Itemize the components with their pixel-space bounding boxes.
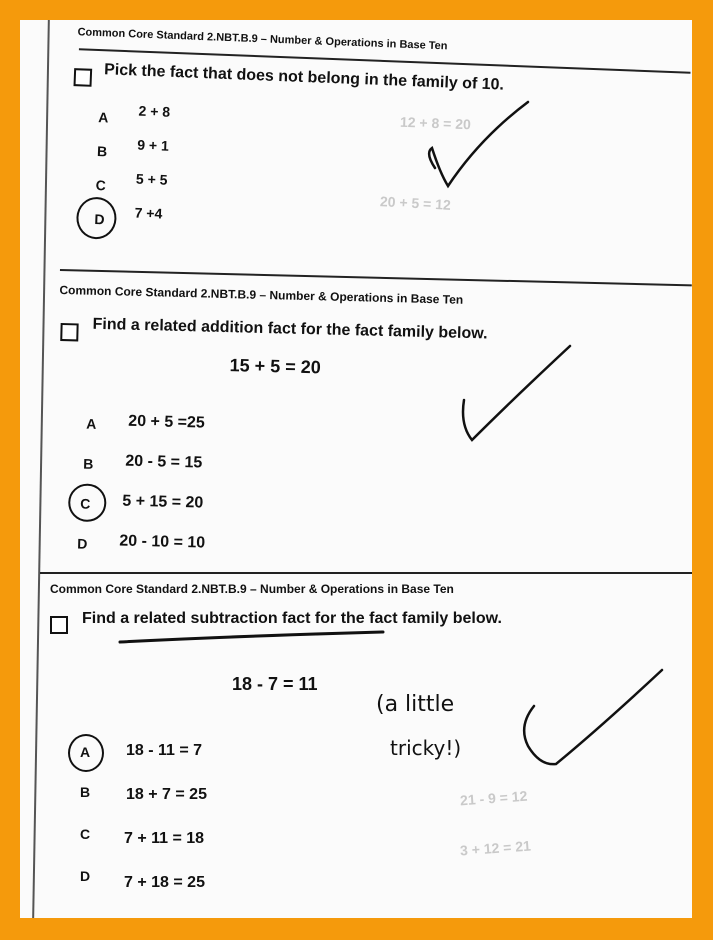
- handwritten-note-line2: tricky!): [390, 736, 462, 760]
- fact-family-equation: 15 + 5 = 20: [229, 355, 321, 378]
- selected-answer-circle: [68, 734, 104, 772]
- bleed-through-text: 3 + 12 = 21: [459, 837, 532, 859]
- option-text: 18 + 7 = 25: [126, 786, 207, 803]
- selected-answer-circle: [68, 483, 107, 522]
- option-text: 9 + 1: [136, 136, 170, 154]
- option-letter: C: [95, 177, 107, 194]
- question-1: [20, 20, 692, 296]
- option-text: 20 + 5 =25: [128, 412, 205, 432]
- option-text: 20 - 10 = 10: [119, 532, 206, 552]
- question-text: Find a related addition fact for the fact family below.: [92, 315, 488, 343]
- option-text: 5 + 15 = 20: [122, 492, 204, 512]
- option-letter: C: [80, 826, 91, 842]
- option-letter: B: [96, 143, 108, 160]
- option-text: 7 + 11 = 18: [124, 830, 205, 847]
- standard-label: Common Core Standard 2.NBT.B.9 – Number & Operations in Base Ten: [77, 26, 448, 53]
- hand-drawn-underline: [118, 628, 388, 648]
- bleed-through-text: 12 + 8 = 20: [399, 113, 472, 133]
- option-letter: B: [83, 455, 94, 472]
- bleed-through-text: 20 + 5 = 12: [379, 193, 452, 213]
- fact-family-equation: 18 - 7 = 11: [232, 674, 318, 694]
- selected-answer-circle: [76, 196, 118, 240]
- option-text: 2 + 8: [138, 102, 171, 120]
- option-text: 7 +4: [134, 204, 163, 222]
- option-letter: B: [80, 784, 91, 800]
- question-checkbox[interactable]: [50, 616, 68, 634]
- option-letter: C: [80, 495, 91, 512]
- question-2: [20, 268, 692, 604]
- option-letter: A: [80, 744, 91, 760]
- question-checkbox[interactable]: [60, 323, 78, 341]
- option-letter: A: [98, 109, 109, 126]
- question-checkbox[interactable]: [74, 68, 93, 87]
- question-text: Pick the fact that does not belong in the family of 10.: [103, 61, 505, 94]
- handwritten-note-line1: (a little: [376, 692, 455, 717]
- option-text: 18 - 11 = 7: [126, 742, 203, 759]
- option-text: 7 + 18 = 25: [124, 874, 205, 891]
- standard-label: Common Core Standard 2.NBT.B.9 – Number & Operations in Base Ten: [50, 582, 454, 596]
- option-letter: D: [77, 535, 88, 552]
- worksheet-page: [20, 20, 692, 918]
- bleed-through-text: 21 - 9 = 12: [459, 787, 528, 809]
- option-text: 5 + 5: [135, 170, 168, 188]
- standard-label: Common Core Standard 2.NBT.B.9 – Number & Operations in Base Ten: [59, 282, 464, 307]
- option-text: 20 - 5 = 15: [125, 452, 203, 472]
- option-letter: A: [86, 415, 97, 432]
- option-letter: D: [94, 211, 105, 228]
- section-divider: [40, 572, 692, 574]
- question-3: [20, 572, 692, 918]
- option-letter: D: [80, 868, 91, 884]
- question-text: Find a related subtraction fact for the fact family below.: [82, 610, 502, 627]
